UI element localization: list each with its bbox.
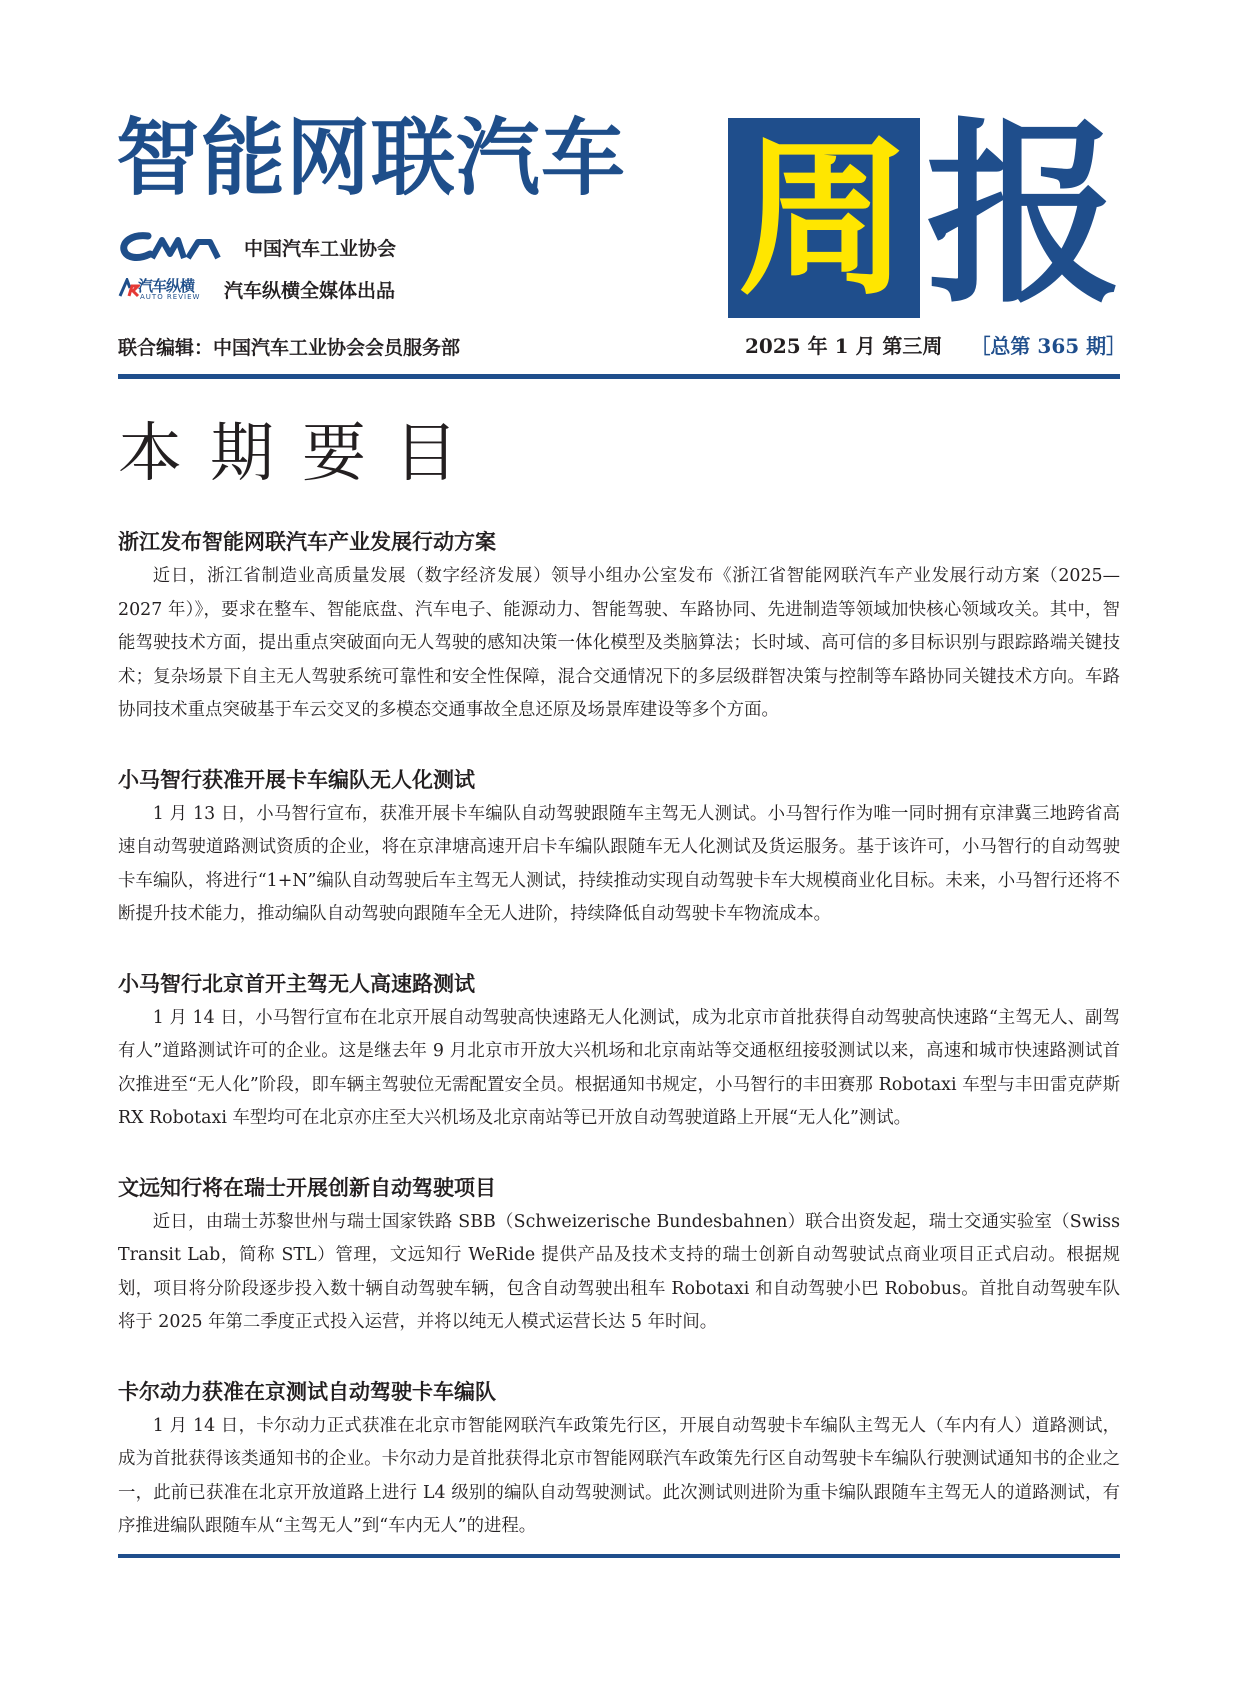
article-title: 浙江发布智能网联汽车产业发展行动方案 [118, 529, 496, 554]
footer-divider [118, 1554, 1120, 1558]
article-title: 小马智行北京首开主驾无人高速路测试 [118, 970, 475, 996]
article-body: 近日，浙江省制造业高质量发展（数字经济发展）领导小组办公室发布《浙江省智能网联汽车产业发展行动方案（2025—2027 年）》，要求在整车、智能底盘、汽车电子、能源动力、智能驾驶、车路协同、先进制造等领域加快核心领域攻关。其中，智能驾驶技术方面，提出重点突破面向无人驾驶的感知决策一体化模型及类脑算法；长时域、高可信的多目标识别与跟踪路端关键技术；复杂场景下自主无人驾驶系统可靠性和安全性保障，混合交通情况下的多层级群智决策与控制等车路协同关键技术方向。车路协同技术重点突破基于车云交叉的多模态交通事故全息还原及场景库建设等多个方面。 [118, 566, 1120, 720]
header-divider [118, 374, 1120, 379]
article-title: 卡尔动力获准在京测试自动驾驶卡车编队 [118, 1378, 496, 1404]
org2-label: 汽车纵横全媒体出品 [224, 279, 396, 302]
article-item [118, 1174, 1120, 1340]
masthead-title: 智能网联汽车 [116, 109, 627, 207]
article-item [118, 766, 1120, 932]
org-row-autoreview [118, 272, 395, 306]
bao-character: 报 [925, 100, 1122, 330]
article-body: 1 月 14 日，卡尔动力正式获准在北京市智能网联汽车政策先行区，开展自动驾驶卡车编队主驾无人（车内有人）道路测试，成为首批获得该类通知书的企业。卡尔动力是首批获得北京市智能网联汽车政策先行区自动驾驶卡车编队行驶测试通知书的企业之一，此前已获准在北京开放道路上进行 L4 级别的编队自动驾驶测试。此次测试则进阶为重卡编队跟随车主驾无人的道路测试，有序推进编队跟随车从“主驾无人”到“车内无人”的进程。 [118, 1415, 1120, 1536]
issue-date: 2025 年 1 月 第三周 [745, 334, 943, 358]
issue-info [745, 330, 1126, 359]
zhou-badge [728, 118, 920, 318]
org1-label: 中国汽车工业协会 [244, 237, 397, 260]
toc-heading: 本期要目 [118, 417, 486, 491]
auto-review-mark-icon [118, 278, 140, 298]
zhou-character: 周 [738, 116, 910, 319]
article-item [118, 970, 1120, 1136]
article-list [118, 528, 1120, 1582]
article-title: 小马智行获准开展卡车编队无人化测试 [118, 766, 475, 792]
auto-review-logo-cn: 汽车纵横 [138, 277, 195, 295]
auto-review-logo [118, 274, 218, 304]
article-body: 1 月 13 日，小马智行宣布，获准开展卡车编队自动驾驶跟随车主驾无人测试。小马智行作为唯一同时拥有京津冀三地跨省高速自动驾驶道路测试资质的企业，将在京津塘高速开启卡车编队跟随车无人化测试及货运服务。基于该许可，小马智行的自动驾驶卡车编队，将进行“1+N”编队自动驾驶后车主驾无人测试，持续推动实现自动驾驶卡车大规模商业化目标。未来，小马智行还将不断提升技术能力，推动编队自动驾驶向跟随车全无人进阶，持续降低自动驾驶卡车物流成本。 [118, 803, 1120, 924]
auto-review-logo-en: AUTO REVIEW [140, 293, 201, 301]
article-item [118, 1378, 1120, 1544]
org-row-caam [118, 230, 396, 264]
article-item [118, 528, 1120, 728]
issue-number: ［总第 365 期］ [970, 334, 1127, 358]
caam-logo-icon [118, 230, 222, 264]
article-body: 近日，由瑞士苏黎世州与瑞士国家铁路 SBB（Schweizerische Bundesbahnen）联合出资发起，瑞士交通实验室（Swiss Transit Lab，简称 STL）管理，文远知行 WeRide 提供产品及技术支持的瑞士创新自动驾驶试点商业项目正式启动。根据规划，项目将分阶段逐步投入数十辆自动驾驶车辆，包含自动驾驶出租车 Robotaxi 和自动驾驶小巴 Robobus。首批自动驾驶车队将于 2025 年第二季度正式投入运营，并将以纯无人模式运营长达 5 年时间。 [118, 1211, 1120, 1332]
article-body: 1 月 14 日，小马智行宣布在北京开展自动驾驶高快速路无人化测试，成为北京市首批获得自动驾驶高快速路“主驾无人、副驾有人”道路测试许可的企业。这是继去年 9 月北京市开放大兴机场和北京南站等交通枢纽接驳测试以来，高速和城市快速路测试首次推进至“无人化”阶段，即车辆主驾驶位无需配置安全员。根据通知书规定，小马智行的丰田赛那 Robotaxi 车型与丰田雷克萨斯 RX Robotaxi 车型均可在北京亦庄至大兴机场及北京南站等已开放自动驾驶道路上开展“无人化”测试。 [118, 1007, 1120, 1128]
editor-line: 联合编辑：中国汽车工业协会会员服务部 [118, 337, 461, 359]
article-title: 文远知行将在瑞士开展创新自动驾驶项目 [118, 1174, 496, 1200]
